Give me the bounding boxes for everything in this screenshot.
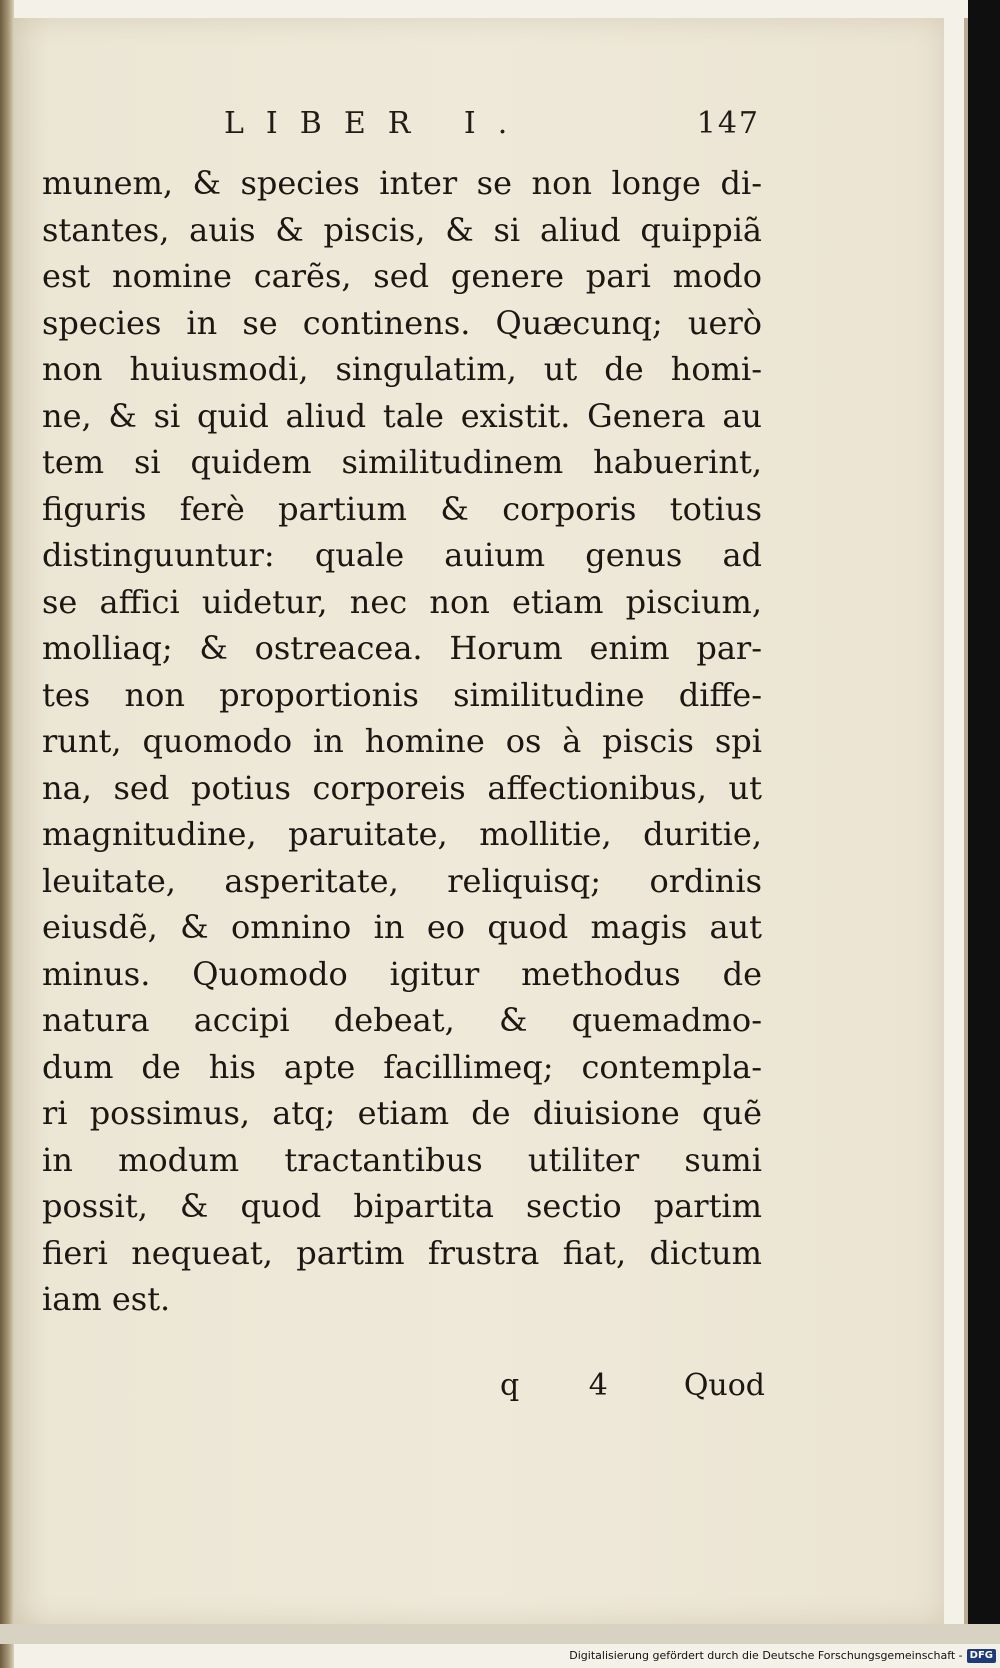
text-line: distinguuntur: quale auium genus ad xyxy=(42,536,762,574)
text-line: fieri nequeat, partim frustra fiat, dictum xyxy=(42,1233,762,1272)
text-line: minus. Quomodo igitur methodus de xyxy=(42,954,762,993)
signature-mark: q 4 xyxy=(500,1368,638,1403)
text-line: leuitate, asperitate, reliquisq; ordinis xyxy=(42,861,762,900)
page-header xyxy=(200,106,760,152)
text-line: ne, & si quid aliud tale existit. Genera au xyxy=(42,396,762,435)
text-line: se affici uidetur, nec non etiam piscium, xyxy=(42,582,762,621)
digitization-credit xyxy=(569,1646,996,1666)
text-line: est nomine carẽs, sed genere pari modo xyxy=(42,257,762,295)
running-head: LIBER I. xyxy=(224,106,530,141)
text-line: ri possimus, atq; etiam de diuisione quẽ xyxy=(42,1094,762,1132)
text-line: runt, quomodo in homine os à piscis spi xyxy=(42,722,762,760)
text-line: tes non proportionis similitudine diffe- xyxy=(42,675,762,714)
text-line: magnitudine, paruitate, mollitie, duritie, xyxy=(42,815,762,853)
credit-text: Digitalisierung gefördert durch die Deutsche Forschungsgemeinschaft - xyxy=(569,1649,963,1662)
text-line: tem si quidem similitudinem habuerint, xyxy=(42,443,762,481)
book-spine-edge xyxy=(0,0,14,1668)
text-line: non huiusmodi, singulatim, ut de homi- xyxy=(42,350,762,388)
text-line: dum de his apte facillimeq; contempla- xyxy=(42,1047,762,1086)
bottom-margin xyxy=(0,1624,1000,1644)
dfg-logo: DFG xyxy=(967,1649,996,1663)
text-line: molliaq; & ostreacea. Horum enim par- xyxy=(42,629,762,667)
text-line: possit, & quod bipartita sectio partim xyxy=(42,1187,762,1225)
text-line: figuris ferè partium & corporis totius xyxy=(42,489,762,528)
page-footer xyxy=(500,1368,765,1412)
catchword: Quod xyxy=(683,1368,765,1403)
body-text xyxy=(42,160,762,1323)
text-line: iam est. xyxy=(42,1280,171,1318)
text-line: munem, & species inter se non longe di- xyxy=(42,164,762,202)
scanner-background xyxy=(968,0,1000,1642)
text-line: species in se continens. Quæcunq; uerò xyxy=(42,303,762,342)
text-line: stantes, auis & piscis, & si aliud quippiã xyxy=(42,210,762,249)
text-line: na, sed potius corporeis affectionibus, ut xyxy=(42,768,762,807)
page-number: 147 xyxy=(696,106,760,141)
text-line: eiusdẽ, & omnino in eo quod magis aut xyxy=(42,908,762,946)
text-line: natura accipi debeat, & quemadmo- xyxy=(42,1001,762,1039)
text-line: in modum tractantibus utiliter sumi xyxy=(42,1140,762,1179)
